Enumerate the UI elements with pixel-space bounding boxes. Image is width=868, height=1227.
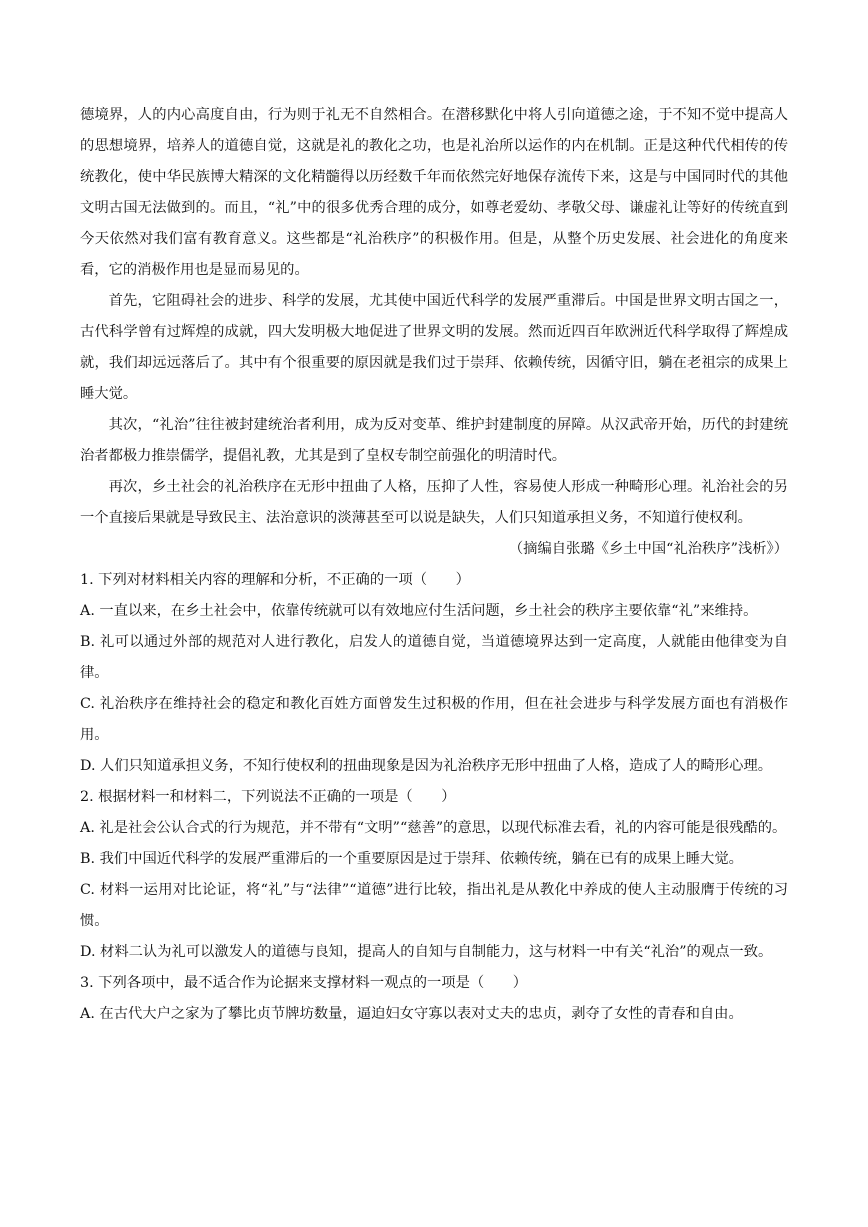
option-b: B. 礼可以通过外部的规范对人进行教化，启发人的道德自觉，当道德境界达到一定高度，人就能由他律变为自律。 — [80, 634, 788, 681]
passage-source: （摘编自张璐《乡土中国“礼治秩序”浅析》） — [508, 541, 788, 557]
option-c: C. 礼治秩序在维持社会的稳定和教化百姓方面曾发生过积极的作用，但在社会进步与科学发展方面也有消极作用。 — [80, 696, 788, 743]
question-stem: 1. 下列对材料相关内容的理解和分析，不正确的一项（ ） — [80, 572, 470, 588]
passage-paragraph-3: 其次，“礼治”往往被封建统治者利用，成为反对变革、维护封建制度的屏障。从汉武帝开始，历代的封建统治者都极力推崇儒学，提倡礼教，尤其是到了皇权专制空前强化的明清时代。 — [80, 417, 788, 464]
option-a: A. 在古代大户之家为了攀比贞节牌坊数量，逼迫妇女守寡以表对丈夫的忠贞，剥夺了女性的青春和自由。 — [80, 1006, 743, 1022]
question-3 — [80, 968, 788, 1030]
passage-paragraph-4: 再次，乡土社会的礼治秩序在无形中扭曲了人格，压抑了人性，容易使人形成一种畸形心理。礼治社会的另一个直接后果就是导致民主、法治意识的淡薄甚至可以说是缺失，人们只知道承担义务，不知道行使权利。 — [80, 479, 788, 526]
document-page — [80, 100, 788, 1030]
option-d: D. 材料二认为礼可以激发人的道德与良知，提高人的自知与自制能力，这与材料一中有关“礼治”的观点一致。 — [80, 944, 773, 960]
question-1 — [80, 565, 788, 782]
option-c: C. 材料一运用对比论证，将“礼”与“法律”“道德”进行比较，指出礼是从教化中养成的使人主动服膺于传统的习惯。 — [80, 882, 788, 929]
passage-paragraph-1: 德境界，人的内心高度自由，行为则于礼无不自然相合。在潜移默化中将人引向道德之途，于不知不觉中提高人的思想境界，培养人的道德自觉，这就是礼的教化之功，也是礼治所以运作的内在机制。正是这种代代相传的传统教化，使中华民族博大精深的文化精髓得以历经数千年而依然完好地保存流传下来，这是与中国同时代的其他文明古国无法做到的。而且，“礼”中的很多优秀合理的成分，如尊老爱幼、孝敬父母、谦虚礼让等好的传统直到今天依然对我们富有教育意义。这些都是“礼治秩序”的积极作用。但是，从整个历史发展、社会进化的角度来看，它的消极作用也是显而易见的。 — [80, 107, 788, 278]
question-stem: 2. 根据材料一和材料二，下列说法不正确的一项是（ ） — [80, 789, 456, 805]
option-b: B. 我们中国近代科学的发展严重滞后的一个重要原因是过于崇拜、依赖传统，躺在已有的成果上睡大觉。 — [80, 851, 743, 867]
question-2 — [80, 782, 788, 968]
passage-paragraph-2: 首先，它阻碍社会的进步、科学的发展，尤其使中国近代科学的发展严重滞后。中国是世界文明古国之一，古代科学曾有过辉煌的成就，四大发明极大地促进了世界文明的发展。然而近四百年欧洲近代科学取得了辉煌成就，我们却远远落后了。其中有个很重要的原因就是我们过于崇拜、依赖传统，因循守旧，躺在老祖宗的成果上睡大觉。 — [80, 293, 788, 402]
option-a: A. 礼是社会公认合式的行为规范，并不带有“文明”“慈善”的意思，以现代标准去看，礼的内容可能是很残酷的。 — [80, 820, 787, 836]
option-a: A. 一直以来，在乡土社会中，依靠传统就可以有效地应付生活问题，乡土社会的秩序主要依靠“礼”来维持。 — [80, 603, 758, 619]
question-stem: 3. 下列各项中，最不适合作为论据来支撑材料一观点的一项是（ ） — [80, 975, 528, 991]
option-d: D. 人们只知道承担义务，不知行使权利的扭曲现象是因为礼治秩序无形中扭曲了人格，造成了人的畸形心理。 — [80, 758, 772, 774]
